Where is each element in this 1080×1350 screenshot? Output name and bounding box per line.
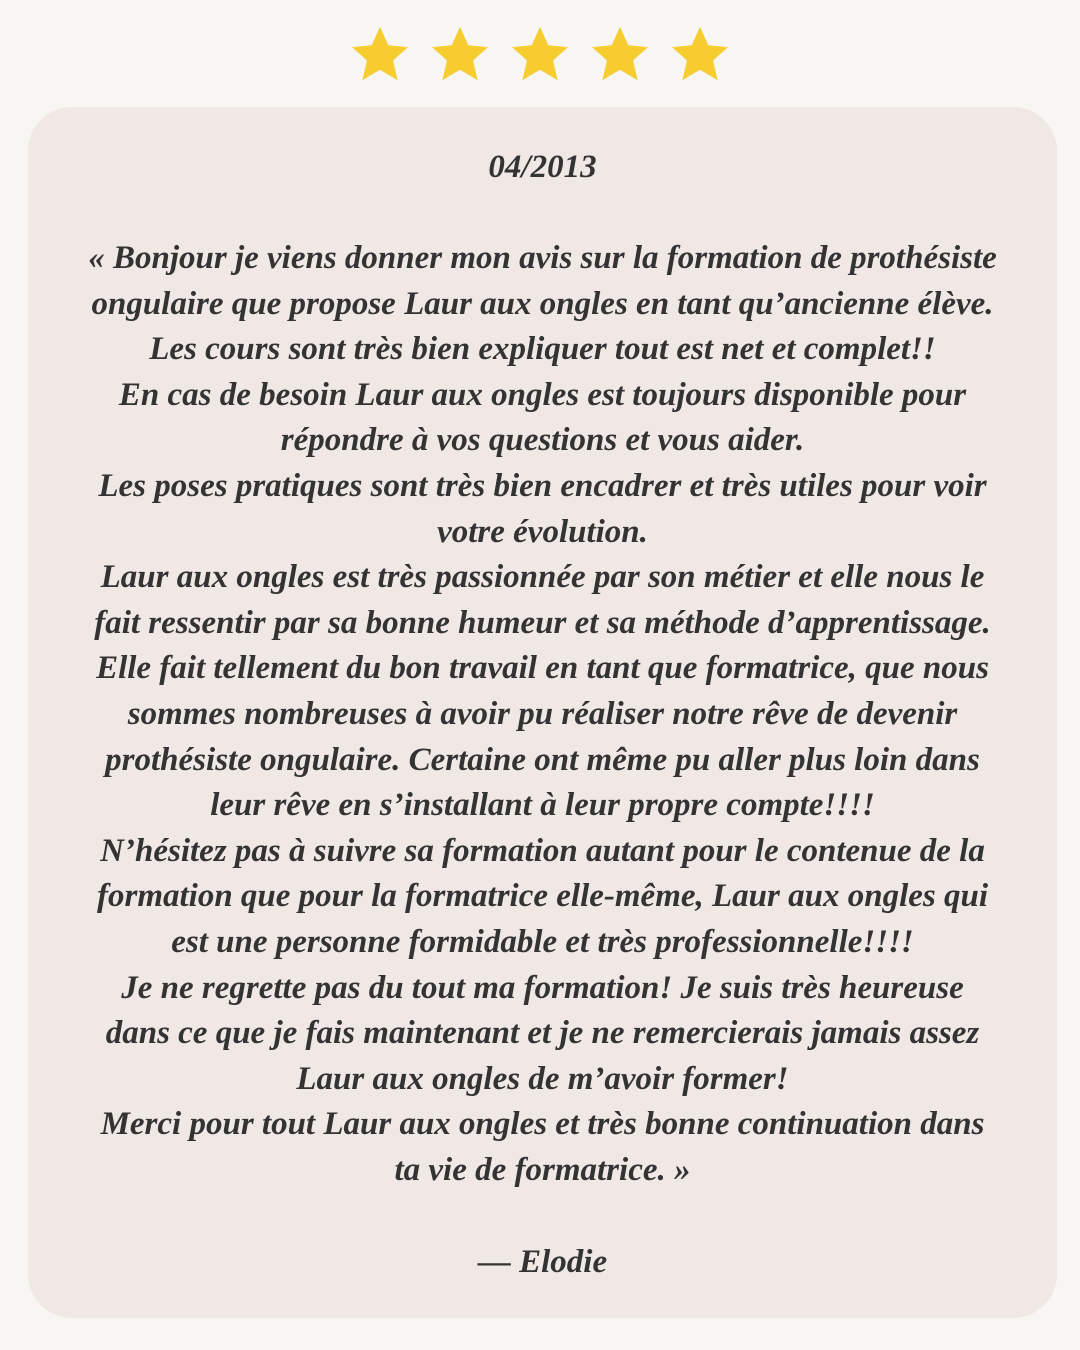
star-icon — [348, 22, 412, 86]
review-line: En cas de besoin Laur aux ongles est toujours disponible pour — [118, 376, 967, 413]
review-line: prothésiste ongulaire. Certaine ont même pu aller plus loin dans — [105, 741, 980, 778]
star-icon — [588, 22, 652, 86]
review-author: — Elodie — [477, 1244, 608, 1281]
review-text — [28, 236, 1057, 1193]
review-line: votre évolution. — [437, 513, 648, 550]
review-line: Elle fait tellement du bon travail en tant que formatrice, que nous — [96, 650, 989, 687]
review-line: Les poses pratiques sont très bien encadrer et très utiles pour voir — [98, 467, 987, 504]
review-line: Laur aux ongles est très passionnée par son métier et elle nous le — [100, 559, 985, 596]
review-date: 04/2013 — [488, 149, 597, 185]
review-line: Les cours sont très bien expliquer tout est net et complet!! — [149, 331, 936, 368]
review-line: ongulaire que propose Laur aux ongles en tant qu’ancienne élève. — [91, 285, 994, 322]
star-rating — [0, 22, 1080, 86]
review-line: Je ne regrette pas du tout ma formation! Je suis très heureuse — [121, 969, 964, 1006]
review-line: Merci pour tout Laur aux ongles et très bonne continuation dans — [100, 1106, 985, 1143]
review-line: dans ce que je fais maintenant et je ne remercierais jamais assez — [105, 1015, 980, 1052]
star-icon — [428, 22, 492, 86]
star-icon — [508, 22, 572, 86]
review-line: fait ressentir par sa bonne humeur et sa méthode d’apprentissage. — [94, 604, 991, 641]
review-line: sommes nombreuses à avoir pu réaliser notre rêve de devenir — [127, 695, 958, 732]
review-line: ta vie de formatrice. » — [394, 1151, 691, 1188]
review-line: formation que pour la formatrice elle-même, Laur aux ongles qui — [96, 878, 989, 915]
review-line: Laur aux ongles de m’avoir former! — [296, 1060, 789, 1097]
review-line: est une personne formidable et très professionnelle!!!! — [171, 923, 914, 960]
testimonial-card — [28, 107, 1057, 1318]
review-line: N’hésitez pas à suivre sa formation autant pour le contenue de la — [100, 832, 985, 869]
review-line: répondre à vos questions et vous aider. — [280, 422, 805, 459]
star-icon — [668, 22, 732, 86]
review-line: leur rêve en s’installant à leur propre compte!!!! — [210, 787, 875, 824]
review-line: « Bonjour je viens donner mon avis sur la formation de prothésiste — [88, 240, 997, 276]
